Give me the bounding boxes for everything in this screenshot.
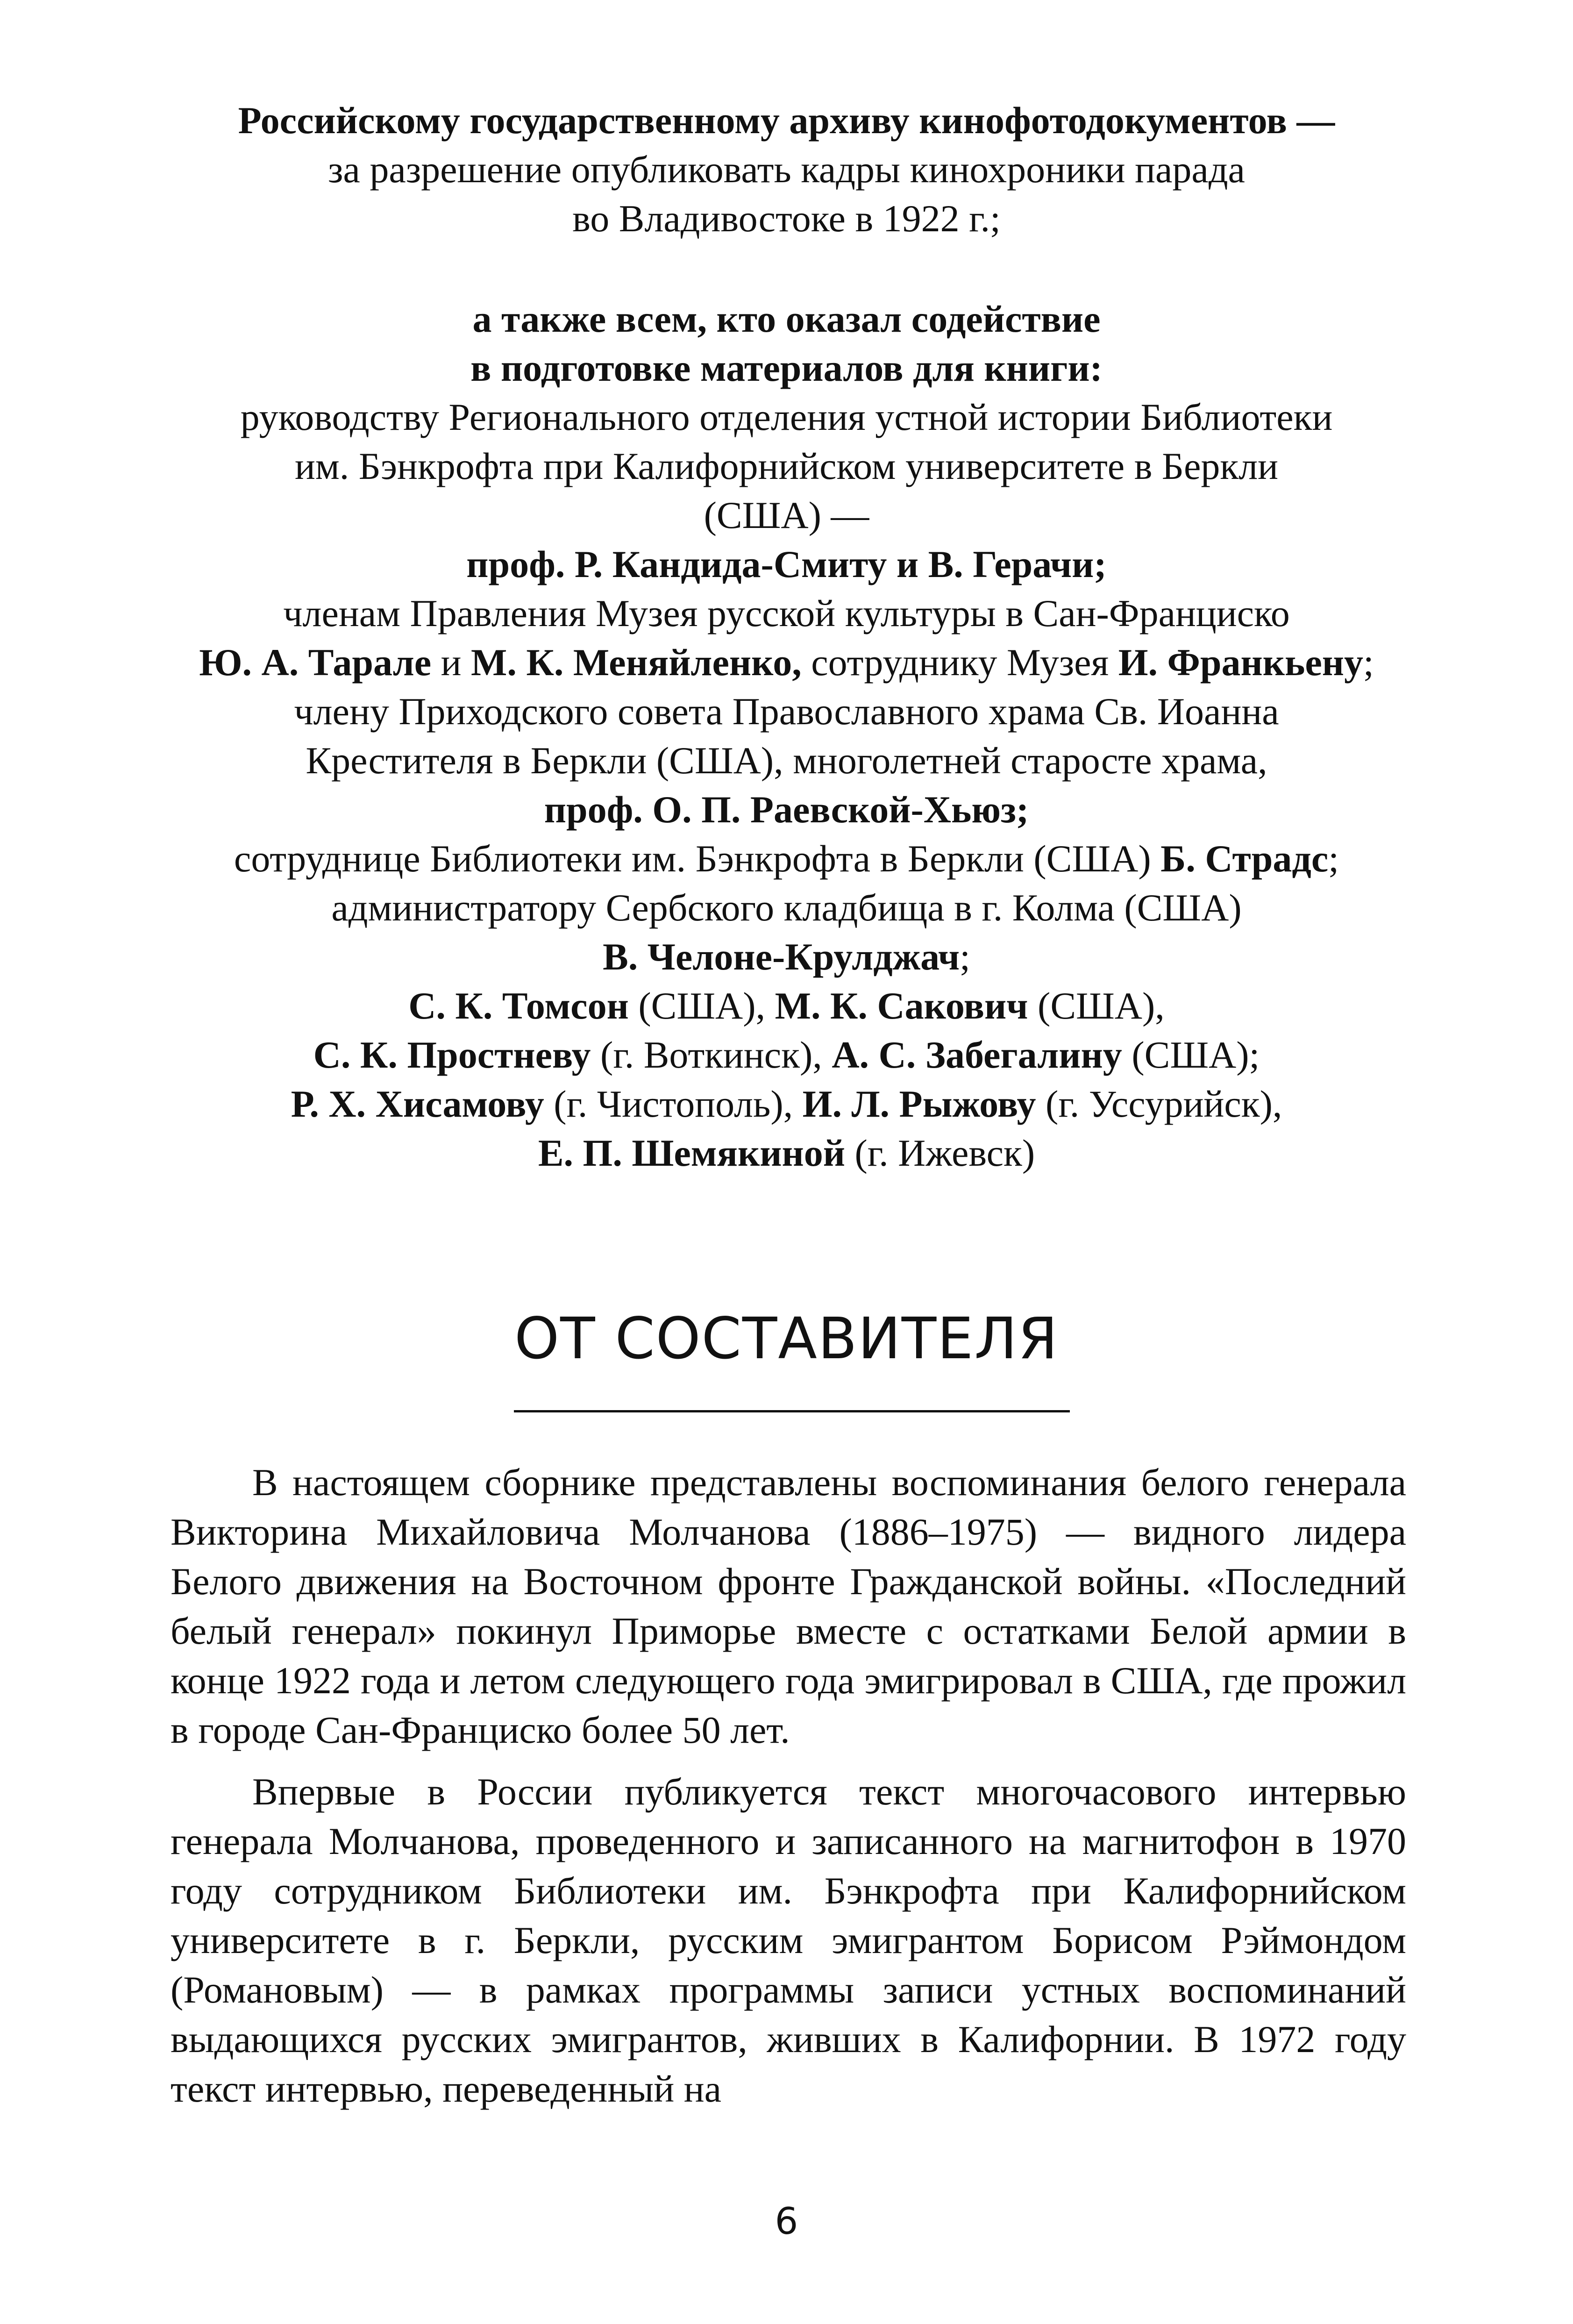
ack-name: И. Л. Рыжову [802,1083,1036,1125]
ack-line [154,1030,1419,1079]
ack-line: (США) — [704,494,869,536]
ack-line [154,638,1419,687]
ack-line: Российскому государственному архиву кинофотодокументов — [238,99,1335,142]
section-heading: ОТ СОСТАВИТЕЛЯ [514,1305,1059,1372]
paragraph: В настоящем сборнике представлены воспоминания белого генерала Викторина Михайловича Молчанова (1886–1975) — видного лидера Белого движения на Восточном фронте Гражданской войны. «Последний белый генерал» покинул Приморье вместе с остатками Белой армии в конце 1922 года и летом следующего года эмигрировал в США, где прожил в городе Сан-Франциско более 50 лет. [171,1461,1406,1751]
ack-text: (США), [1028,984,1165,1027]
ack-line [154,932,1419,981]
acknowledgements-block [154,96,1419,1177]
ack-line: руководству Регионального отделения устной истории Библиотеки [240,396,1333,438]
ack-text: (г. Уссурийск), [1036,1083,1282,1125]
ack-line [154,1128,1419,1177]
ack-text: сотруднице Библиотеки им. Бэнкрофта в Беркли (США) [234,837,1161,880]
body-text [171,1458,1406,2126]
ack-line: членам Правления Музея русской культуры в Сан-Франциско [283,592,1290,634]
ack-name: С. К. Простневу [313,1034,591,1076]
ack-text: ; [1328,837,1339,880]
ack-name: Р. Х. Хисамову [291,1083,544,1125]
ack-line: за разрешение опубликовать кадры кинохроники парада [328,148,1245,191]
ack-line: администратору Сербского кладбища в г. Колма (США) [331,886,1242,929]
ack-line: им. Бэнкрофта при Калифорнийском университете в Беркли [294,445,1279,487]
ack-name: В. Челоне-Крулджач [603,935,960,978]
ack-text: (г. Воткинск), [591,1034,832,1076]
heading-underline [514,1410,1070,1412]
ack-name: Ю. А. Таpале [199,641,432,684]
ack-name: М. К. Сакович [775,984,1028,1027]
ack-name: С. К. Томсон [408,984,629,1027]
ack-line [154,1079,1419,1128]
ack-name: А. С. Забегалину [832,1034,1122,1076]
ack-line: члену Приходского совета Православного храма Св. Иоанна [294,690,1279,733]
ack-text: (США), [628,984,775,1027]
ack-text: (г. Чистополь), [544,1083,803,1125]
ack-text: ; [1363,641,1374,684]
page-number: 6 [775,2201,798,2243]
ack-line: а также всем, кто оказал содействие [472,298,1101,340]
ack-text: (г. Ижевск) [845,1132,1035,1174]
ack-spacer [154,243,1419,294]
ack-line [154,834,1419,883]
ack-line [154,981,1419,1030]
ack-line: в подготовке материалов для книги: [470,347,1103,389]
ack-name: М. К. Меняйленко, [471,641,802,684]
paragraph: Впервые в России публикуется текст многочасового интервью генерала Молчанова, проведенного и записанного на магнитофон в 1970 году сотрудником Библиотеки им. Бэнкрофта при Калифорнийском университете в г. Беркли, русским эмигрантом Борисом Рэймондом (Романовым) — в рамках программы записи устных воспоминаний выдающихся русских эмигрантов, живших в Калифорнии. В 1972 году текст интервью, переведенный на [171,1770,1406,2110]
ack-name: Б. Страдс [1160,837,1329,880]
ack-name: И. Франкьену [1118,641,1364,684]
ack-line: проф. О. П. Раевской-Хьюз; [544,788,1029,831]
ack-line: во Владивостоке в 1922 г.; [572,197,1001,240]
ack-line: Крестителя в Беркли (США), многолетней старосте храма, [306,739,1267,782]
ack-text: ; [960,935,970,978]
ack-name: Е. П. Шемякиной [538,1132,845,1174]
ack-text: (США); [1122,1034,1260,1076]
ack-text: сотруднику Музея [801,641,1118,684]
ack-text: и [431,641,471,684]
ack-line: проф. Р. Кандида-Смиту и В. Герачи; [466,543,1107,585]
